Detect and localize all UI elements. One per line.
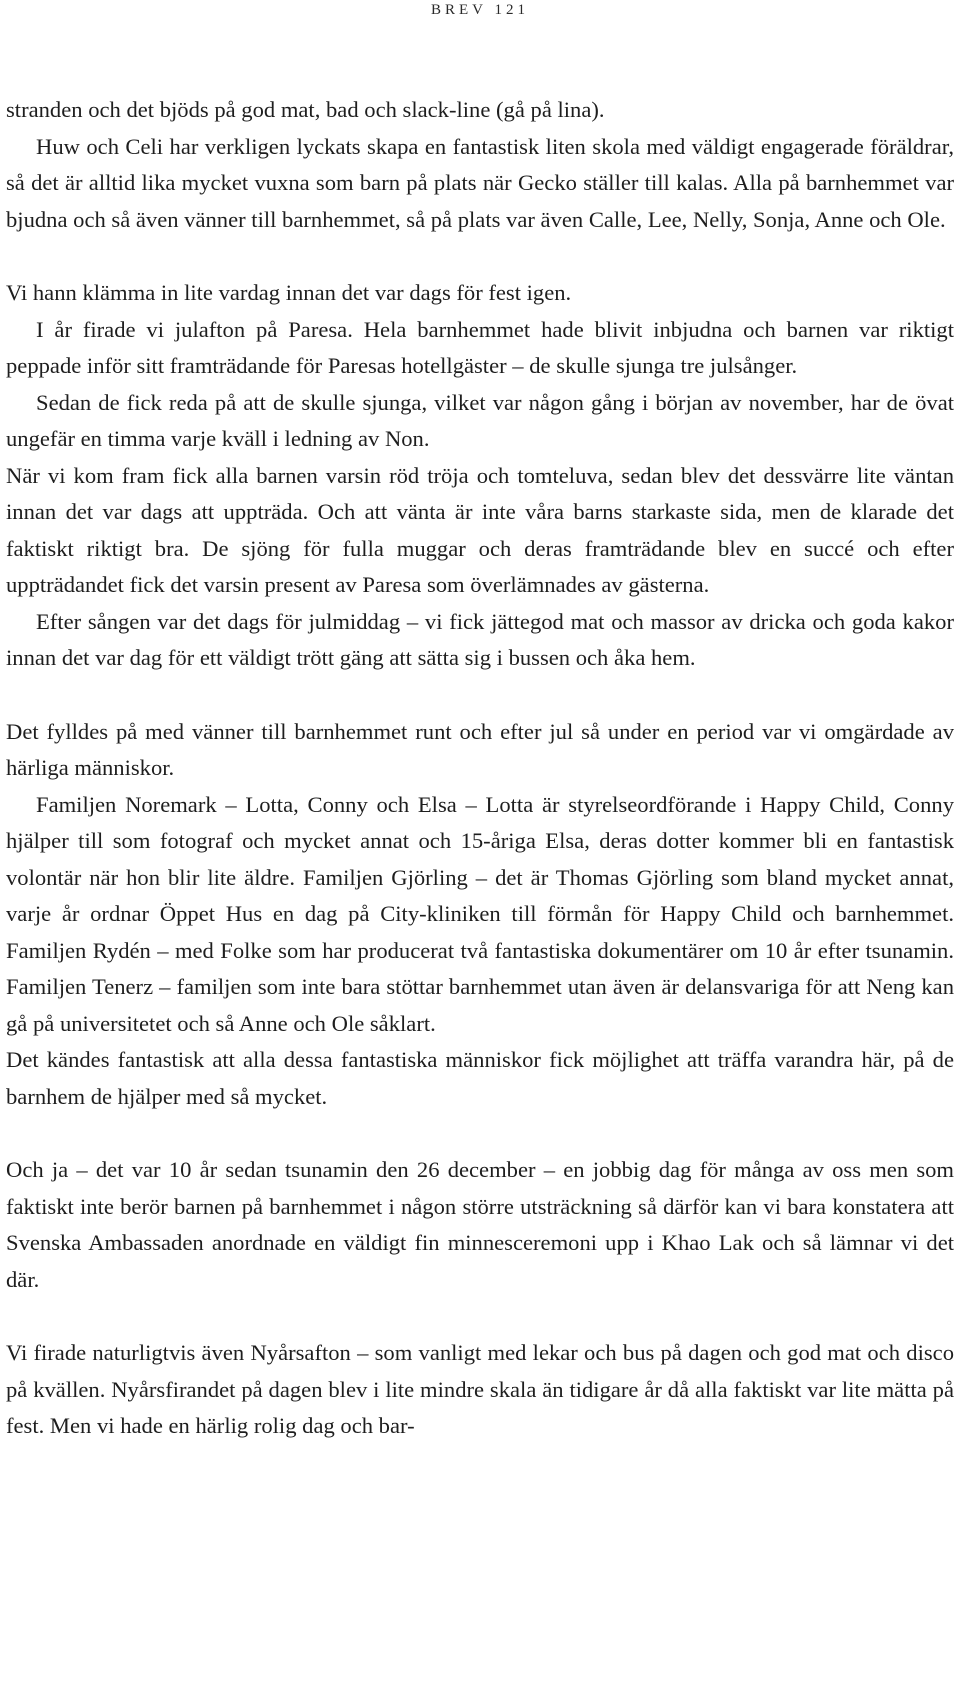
paragraph: Huw och Celi har verkligen lyckats skapa en fantastisk liten skola med väldigt engagerade föräldrar, så det är alltid lika mycket vuxna som barn på plats när Gecko ställer till kalas. Alla på barnhemmet var bjudna och så även vänner till barnhemmet, så på plats var även Calle, Lee, Nelly, Sonja, Anne och Ole. xyxy=(6,133,954,232)
page-body xyxy=(6,92,954,1445)
paragraph: Vi firade naturligtvis även Nyårsafton – som vanligt med lekar och bus på dagen och god mat och disco på kvällen. Nyårsfirandet på dagen blev i lite mindre skala än tidigare år då alla faktiskt var lite mätta på fest. Men vi hade en härlig rolig dag och bar- xyxy=(6,1340,954,1438)
paragraph: Efter sången var det dags för julmiddag – vi fick jättegod mat och massor av dricka och goda kakor innan det var dag för ett väldigt trött gäng att sätta sig i bussen och åka hem. xyxy=(6,608,954,670)
paragraph: Och ja – det var 10 år sedan tsunamin den 26 december – en jobbig dag för många av oss men som faktiskt inte berör barnen på barnhemmet i någon större utsträckning så därför kan vi bara konstatera att Svenska Ambassaden anordnade en väldigt fin minnesceremoni upp i Khao Lak och så lämnar vi det där. xyxy=(6,1157,954,1292)
paragraph: stranden och det bjöds på god mat, bad och slack-line (gå på lina). xyxy=(6,97,605,122)
running-head: BREV 121 xyxy=(431,2,529,18)
paragraph: I år firade vi julafton på Paresa. Hela barnhemmet hade blivit inbjudna och barnen var riktigt peppade inför sitt framträdande för Paresas hotellgäster – de skulle sjunga tre julsånger. xyxy=(6,316,954,378)
paragraph: Det fylldes på med vänner till barnhemmet runt och efter jul så under en period var vi omgärdade av härliga människor. xyxy=(6,718,954,780)
paragraph: Vi hann klämma in lite vardag innan det var dags för fest igen. xyxy=(6,280,572,305)
paragraph-spacer xyxy=(6,677,954,714)
paragraph: Sedan de fick reda på att de skulle sjunga, vilket var någon gång i början av november, har de övat ungefär en timma varje kväll i ledning av Non. xyxy=(6,389,954,451)
paragraph: När vi kom fram fick alla barnen varsin röd tröja och tomteluva, sedan blev det dessvärre lite väntan innan det var dags att uppträda. Och att vänta är inte våra barns starkaste sida, men de klarade det faktiskt riktigt bra. De sjöng för fulla muggar och deras framträdande blev en succé och efter uppträdandet fick det varsin present av Paresa som överlämnades av gästerna. xyxy=(6,462,954,597)
paragraph: Familjen Noremark – Lotta, Conny och Elsa – Lotta är styrelseordförande i Happy Child, Conny hjälper till som fotograf och mycket annat och 15-åriga Elsa, deras dotter kommer bli en fantastisk volontär när hon blir lite äldre. Familjen Gjörling – det är Thomas Gjörling som bland mycket annat, varje år ordnar Öppet Hus en dag på City-kliniken till förmån för Happy Child och barnhemmet. Familjen Rydén – med Folke som har producerat två fantastiska dokumentärer om 10 år efter tsunamin. Familjen Tenerz – familjen som inte bara stöttar barnhemmet utan även är delansvariga för att Neng kan gå på universitetet och så Anne och Ole såklart. xyxy=(6,791,954,1036)
paragraph-spacer xyxy=(6,1115,954,1152)
paragraph-spacer xyxy=(6,1298,954,1335)
paragraph-spacer xyxy=(6,238,954,275)
paragraph: Det kändes fantastisk att alla dessa fantastiska människor fick möjlighet att träffa varandra här, på de barnhem de hjälper med så mycket. xyxy=(6,1047,954,1109)
